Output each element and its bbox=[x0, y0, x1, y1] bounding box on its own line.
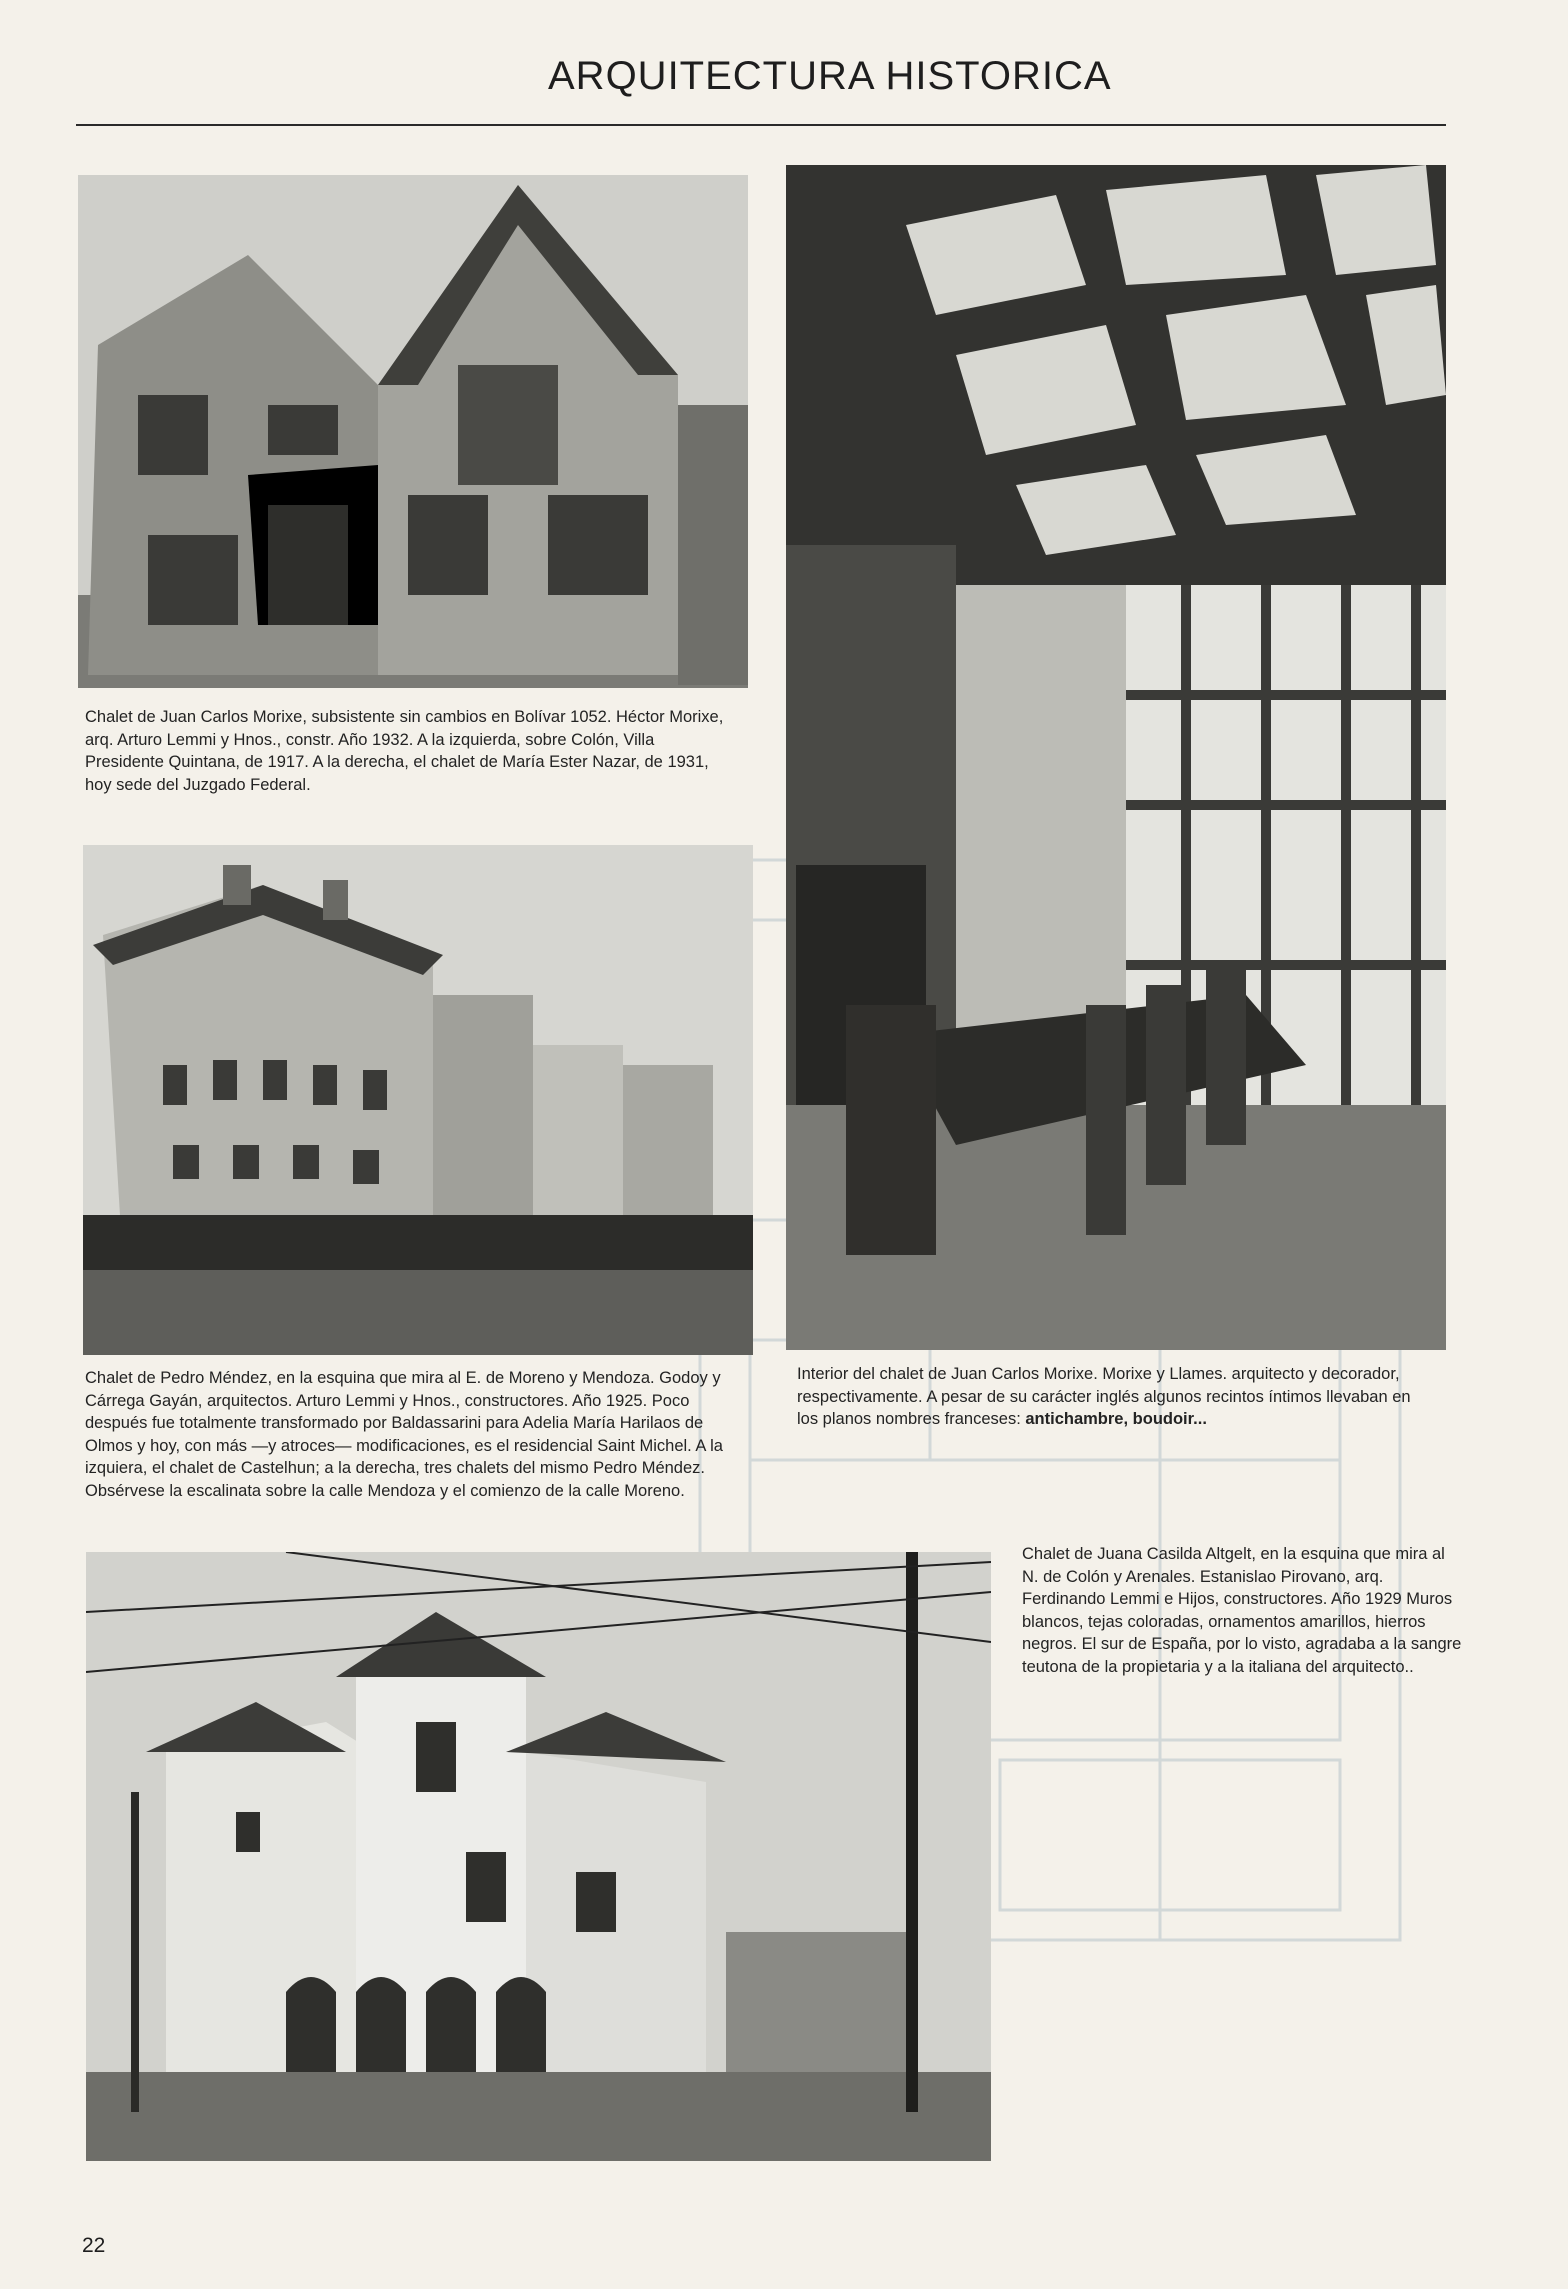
photo-mendez bbox=[83, 845, 753, 1355]
caption-morixe-exterior: Chalet de Juan Carlos Morixe, subsistente sin cambios en Bolívar 1052. Héctor Morixe, arq. Arturo Lemmi y Hnos., constr. Año 1932. A la izquierda, sobre Colón, Villa Presidente Quintana, de 1917. A la derecha, el chalet de María Ester Nazar, de 1931, hoy sede del Juzgado Federal. bbox=[85, 708, 724, 794]
title-rule bbox=[76, 124, 1446, 126]
caption-morixe-interior-text: Interior del chalet de Juan Carlos Morixe. Morixe y Llames. arquitecto y decorador, respectivamente. A pesar de su carácter inglés algunos recintos íntimos llevaban en los planos nombres franceses: bbox=[797, 1365, 1411, 1428]
photo-morixe-interior bbox=[786, 165, 1446, 1350]
photo-morixe-exterior bbox=[78, 175, 748, 688]
photo-altgelt bbox=[86, 1552, 991, 2161]
caption-morixe-interior bbox=[797, 1363, 1417, 1431]
caption-altgelt: Chalet de Juana Casilda Altgelt, en la esquina que mira al N. de Colón y Arenales. Estanislao Pirovano, arq. Ferdinando Lemmi e Hijos, constructores. Año 1929 Muros blancos, tejas coloradas, ornamentos amarillos, hierros negros. El sur de España, por lo visto, agradaba a la sangre teutona de la propietaria y a la italiana del arquitecto.. bbox=[1022, 1545, 1462, 1676]
caption-morixe-interior-emphasis: antichambre, boudoir... bbox=[1025, 1410, 1207, 1428]
page-title: ARQUITECTURA HISTORICA bbox=[548, 54, 1112, 98]
page-number: 22 bbox=[82, 2234, 106, 2257]
page-header bbox=[0, 48, 1568, 108]
caption-mendez: Chalet de Pedro Méndez, en la esquina que mira al E. de Moreno y Mendoza. Godoy y Cárrega Gayán, arquitectos. Arturo Lemmi y Hnos., constructores. Año 1925. Poco después fue totalmente transformado por Baldassarini para Adelia María Harilaos de Olmos y hoy, con más —y atroces— modificaciones, es el residencial Saint Michel. A la izquiera, el chalet de Castelhun; a la derecha, tres chalets del mismo Pedro Méndez. Obsérvese la escalinata sobre la calle Mendoza y el comienzo de la calle Moreno. bbox=[85, 1369, 723, 1500]
